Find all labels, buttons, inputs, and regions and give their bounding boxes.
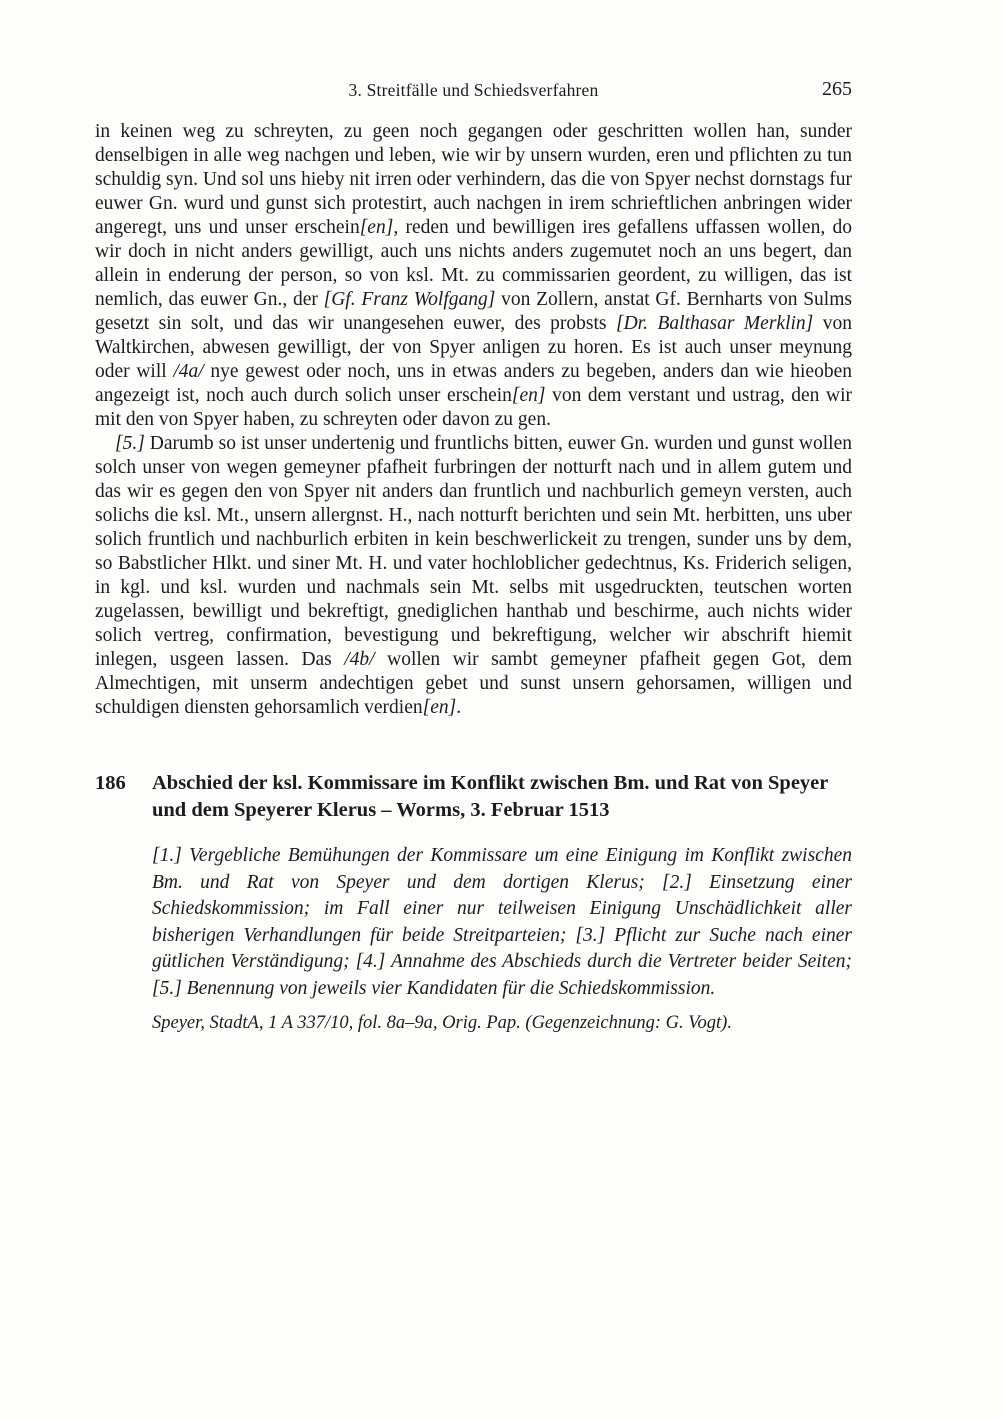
page-number: 265 [822,78,852,100]
entry-heading [95,770,852,824]
transcription-text [95,120,852,720]
entry-source-reference: Speyer, StadtA, 1 A 337/10, fol. 8a–9a, Orig. Pap. (Gegenzeichnung: G. Vogt). [152,1013,732,1033]
running-head-title: 3. Streitfälle und Schiedsverfahren [348,80,599,100]
running-head [95,80,852,106]
body-paragraph-1: in keinen weg zu schreyten, zu geen noch gegangen oder geschritten wollen han, sunder denselbigen in alle weg nachgen und leben, wie wir by unsern wurden, eren und pflichten zu tun schuldig syn. Und sol uns hieby nit irren oder verhindern, das die von Spyer nechst dornstags fur euwer Gn. wurd und gunst sich protestirt, auch nachgen in irem schrieftlichen anbringen wider angeregt, uns und unser erschein[en], reden und bewilligen ires gefallens uffassen wollen, do wir doch in nicht anders gewilligt, auch uns nichts anders zugemutet noch an uns begert, dan allein in enderung der person, so von ksl. Mt. zu commissarien geordent, zu willigen, das ist nemlich, das euwer Gn., der [Gf. Franz Wolfgang] von Zollern, anstat Gf. Bernharts von Sulms gesetzt sin solt, und das wir unangesehen euwer, des probsts [Dr. Balthasar Merklin] von Waltkirchen, abwesen gewilligt, der von Spyer anligen zu horen. Es ist auch unser meynung oder will /4a/ nye gewest oder noch, uns in etwas anders zu begeben, anders dan wie hieoben angezeigt ist, noch auch durch solich unser erschein[en] von dem verstant und ustrag, den wir mit den von Spyer haben, zu schreyten oder davon zu gen. [95,121,853,430]
entry-summary: [1.] Vergebliche Bemühungen der Kommissare um eine Einigung im Konflikt zwischen Bm. und Rat von Speyer und dem dortigen Klerus; [2.] Einsetzung einer Schiedskommission; im Fall einer nur teilweisen Einigung Unschädlichkeit aller bisherigen Verhandlungen für beide Streitparteien; [3.] Pflicht zur Suche nach einer gütlichen Verständigung; [4.] Annahme des Abschieds durch die Vertreter beider Seiten; [5.] Benennung von jeweils vier Kandidaten für die Schiedskommission. [152,845,852,999]
entry-number: 186 [95,772,126,794]
text-block [95,80,852,1035]
document-entry-186 [95,770,852,1035]
entry-body [152,843,852,1035]
body-paragraph-2: [5.] Darumb so ist unser undertenig und fruntlichs bitten, euwer Gn. wurden und gunst wollen solch unser von wegen gemeyner pfafheit furbringen der notturft nach und in allem gutem und das wir es gegen den von Spyer nit anders dan fruntlich und nachburlich gemeyn versten, auch solichs die ksl. Mt., unsern allergnst. H., nach notturft berichten und sein Mt. herbitten, uns uber solich fruntlich und nachburlich erbiten in kein beschwerlickeit zu trengen, sunder uns by dem, so Babstlicher Hlkt. und siner Mt. H. und vater hochloblicher gedechtnus, Ks. Friderich seligen, in kgl. und ksl. wurden und nachmals sein Mt. selbs mit usgedruckten, teutschen worten zugelassen, bewilligt und bekreftigt, gnediglichen hanthab und beschirme, auch nichts wider solich vertreg, confirmation, bevestigung und bekreftigung, welcher wir abschrift hiemit inlegen, usgeen lassen. Das /4b/ wollen wir sambt gemeyner pfafheit gegen Got, dem Almechtigen, mit unserm andechtigen gebet und sunst unsern gehorsamen, willigen und schuldigen diensten gehorsamlich verdien[en]. [95,433,852,718]
entry-title: Abschied der ksl. Kommissare im Konflikt zwischen Bm. und Rat von Speyer und dem Speyerer Klerus – Worms, 3. Februar 1513 [152,772,828,821]
